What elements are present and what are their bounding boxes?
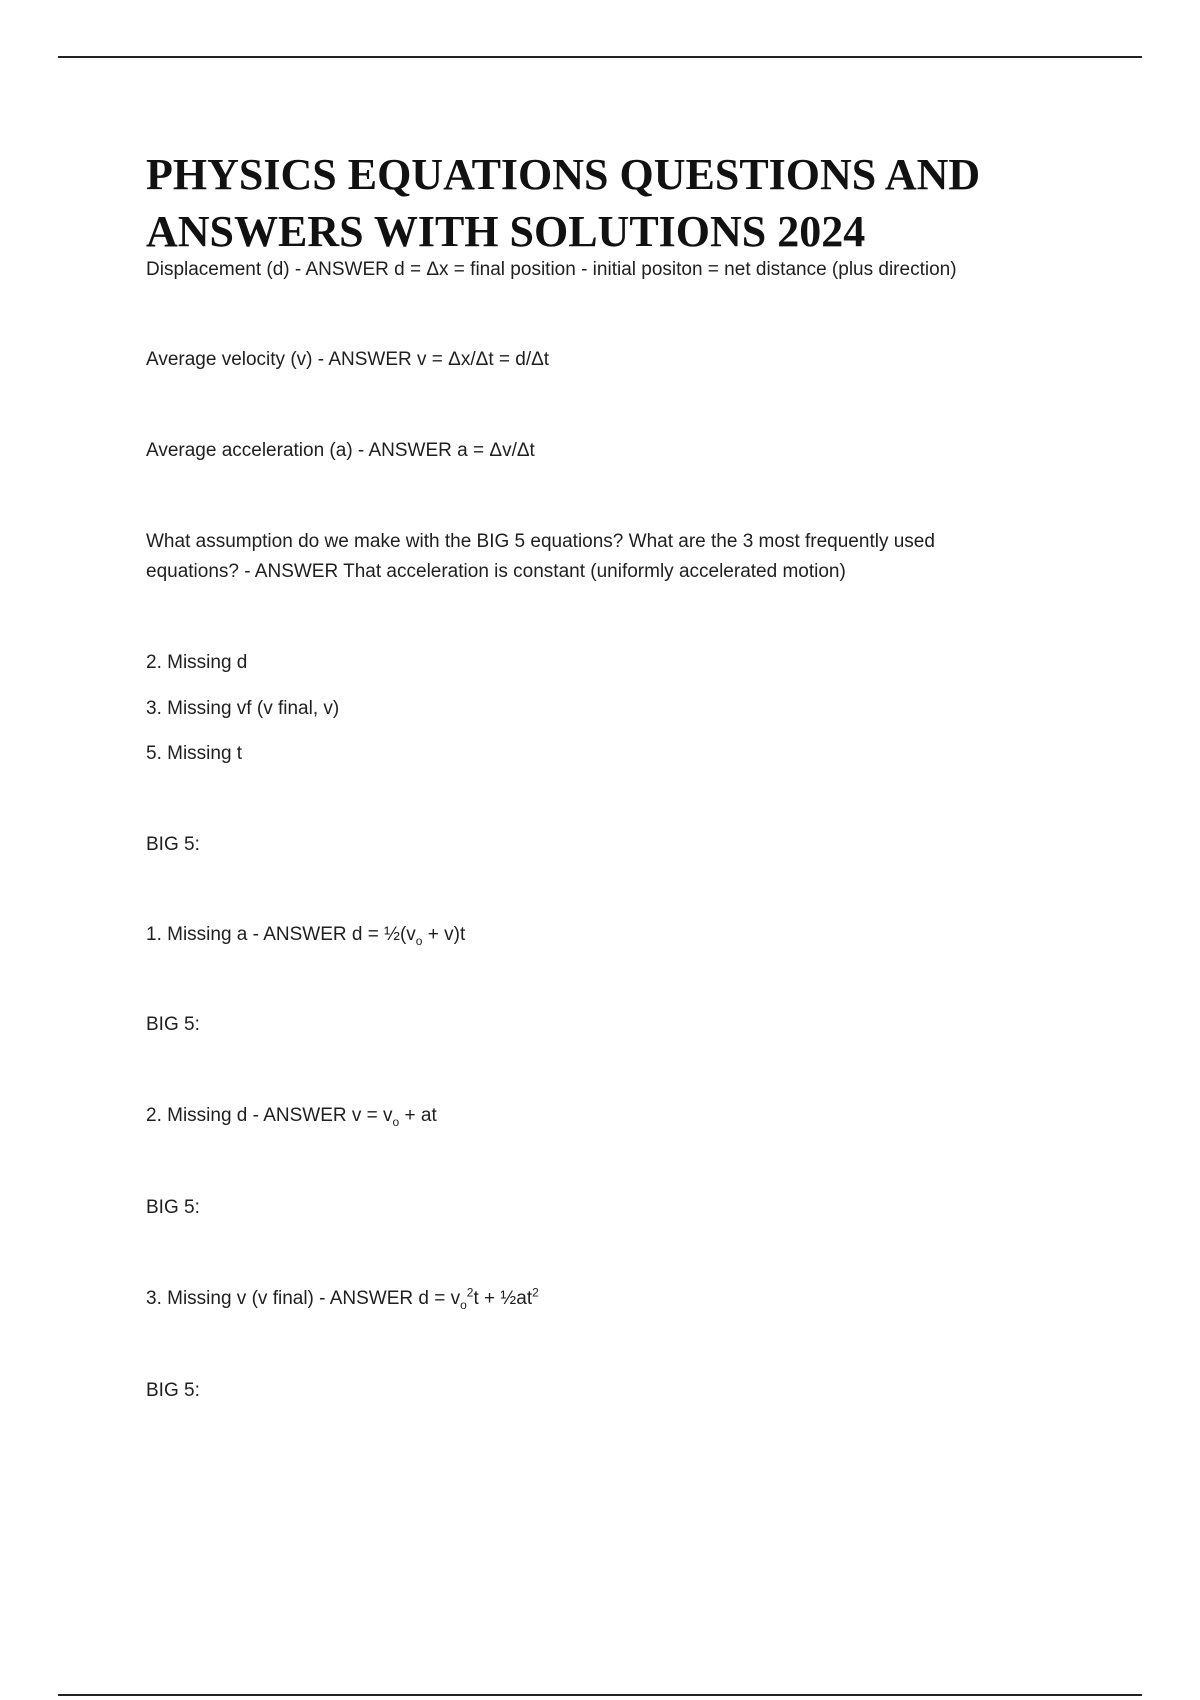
qa-missing-a xyxy=(146,920,1076,950)
bottom-rule xyxy=(58,1694,1142,1696)
big5-heading-1: BIG 5: xyxy=(146,834,200,855)
missing-v-prefix: 3. Missing v (v final) - ANSWER d = v xyxy=(146,1288,461,1309)
missing-d-suffix: + at xyxy=(399,1105,437,1126)
missing-v-superscript-2: 2 xyxy=(532,1285,539,1300)
big5-heading-3: BIG 5: xyxy=(146,1197,200,1218)
list-item-missing-d: 2. Missing d xyxy=(146,652,248,673)
big5-heading-4: BIG 5: xyxy=(146,1380,200,1401)
list-item-missing-vf: 3. Missing vf (v final, v) xyxy=(146,698,340,719)
qa-displacement: Displacement (d) - ANSWER d = Δx = final position - initial positon = net distance (plus direction) xyxy=(146,259,957,280)
title-line-2: ANSWERS WITH SOLUTIONS 2024 xyxy=(146,207,866,256)
missing-a-suffix: + v)t xyxy=(422,924,466,945)
qa-missing-v xyxy=(146,1284,1076,1314)
big5-heading-2: BIG 5: xyxy=(146,1014,200,1035)
missing-d-subscript: o xyxy=(392,1114,400,1129)
qa-average-acceleration: Average acceleration (a) - ANSWER a = Δv/Δt xyxy=(146,440,535,461)
missing-d-prefix: 2. Missing d - ANSWER v = v xyxy=(146,1105,393,1126)
qa-missing-d xyxy=(146,1101,1076,1131)
qa-assumption-line-1: What assumption do we make with the BIG 5 equations? What are the 3 most frequently used xyxy=(146,531,935,552)
document-header xyxy=(146,146,1076,260)
missing-a-prefix: 1. Missing a - ANSWER d = ½(v xyxy=(146,924,416,945)
top-rule xyxy=(58,56,1142,58)
missing-v-middle: t + ½at xyxy=(473,1288,533,1309)
title-line-1: PHYSICS EQUATIONS QUESTIONS AND xyxy=(146,150,981,199)
qa-assumption-line-2: equations? - ANSWER That acceleration is constant (uniformly accelerated motion) xyxy=(146,561,846,582)
missing-v-superscript: 2 xyxy=(466,1285,474,1300)
missing-v-subscript: o xyxy=(460,1297,467,1312)
document-title xyxy=(146,146,1076,260)
list-item-missing-t: 5. Missing t xyxy=(146,743,243,764)
qa-average-velocity: Average velocity (v) - ANSWER v = Δx/Δt = d/Δt xyxy=(146,349,550,370)
missing-a-subscript: o xyxy=(415,933,423,948)
